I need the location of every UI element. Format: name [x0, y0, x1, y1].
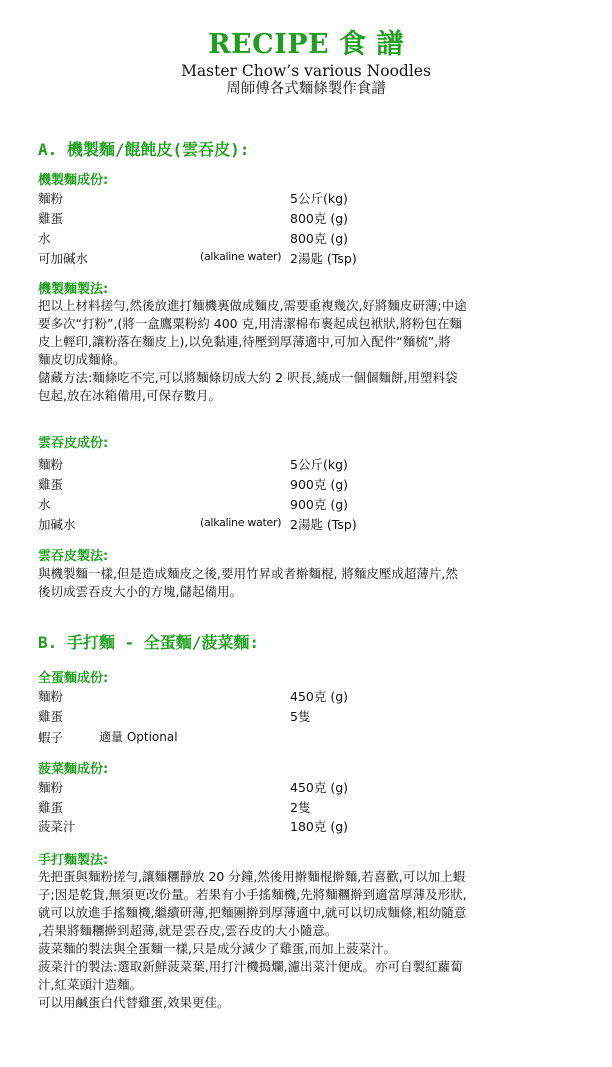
ingredient-name: 麵粉: [38, 780, 64, 795]
ingredient-quantity: 800克 (g): [290, 211, 349, 226]
method-line: 先把蛋與麵粉搓勻,讓麵糰靜放 20 分鐘,然後用擀麵棍擀麵,若喜歡,可以加上蝦: [38, 869, 466, 884]
ingredient-name: 加碱水: [38, 517, 76, 532]
egg-ingredients-heading: 全蛋麵成份:: [38, 671, 109, 686]
ingredient-row: [38, 475, 578, 495]
noodle-method-heading: 機製麵製法:: [38, 282, 109, 297]
ingredient-quantity: 180克 (g): [290, 819, 349, 834]
ingredient-row: [38, 707, 578, 727]
ingredient-name: 可加碱水: [38, 251, 89, 266]
method-line: 後切成雲吞皮大小的方塊,儲起備用。: [38, 584, 242, 599]
ingredient-quantity: 450克 (g): [290, 780, 349, 795]
page-header: [0, 28, 612, 98]
ingredient-row: [38, 778, 578, 798]
page-title: RECIPE 食 譜: [208, 29, 404, 60]
handmade-method-heading: 手打麵製法:: [38, 853, 109, 868]
ingredient-note: (alkaline water): [200, 250, 282, 263]
ingredient-quantity: 2湯匙 (Tsp): [290, 517, 357, 532]
page-subtitle-english: Master Chow’s various Noodles: [181, 62, 431, 80]
ingredient-name: 菠菜汁: [38, 819, 76, 834]
ingredient-name: 水: [38, 497, 51, 512]
ingredient-quantity: 適量 Optional: [99, 730, 178, 744]
method-line: 汁,紅菜頭汁造麵。: [38, 977, 142, 992]
ingredient-row: [38, 515, 578, 535]
ingredient-name: 水: [38, 231, 51, 246]
section-a-title: A. 機製麵/餛飩皮(雲吞皮):: [38, 140, 250, 159]
method-line: 把以上材料搓勻,然後放進打麵機裏做成麵皮,需要重複幾次,好將麵皮研薄;中途: [38, 298, 467, 313]
noodle-ingredients-heading: 機製麵成份:: [38, 173, 109, 188]
method-line: 可以用鹹蛋白代替雞蛋,效果更佳。: [38, 995, 230, 1010]
ingredient-quantity: 900克 (g): [290, 497, 349, 512]
ingredient-name: 蝦子: [38, 730, 64, 745]
spinach-ingredients-heading: 菠菜麵成份:: [38, 762, 109, 777]
ingredient-row: [38, 817, 578, 837]
page-subtitle-chinese: 周師傅各式麵條製作食譜: [226, 81, 386, 97]
method-line: 要多次“打粉”,(將一盒鷹粟粉約 400 克,用清潔棉布裹起成包袱狀,將粉包在麵: [38, 316, 463, 331]
method-line: 子;因是乾貨,無須更改份量。若果有小手搖麵機,先將麵糰擀到適當厚薄及形狀,: [38, 887, 467, 902]
ingredient-row: [38, 495, 578, 515]
ingredient-name: 雞蛋: [38, 477, 64, 492]
section-b-title: B. 手打麵 - 全蛋麵/菠菜麵:: [38, 633, 260, 652]
wonton-method-text: [38, 565, 578, 601]
noodle-method-text: [38, 297, 578, 405]
ingredient-quantity: 800克 (g): [290, 231, 349, 246]
ingredient-name: 麵粉: [38, 457, 64, 472]
ingredient-row: [38, 798, 578, 818]
ingredient-row: [38, 249, 578, 269]
ingredient-name: 麵粉: [38, 191, 64, 206]
ingredient-row: [38, 189, 578, 209]
ingredient-row: [38, 728, 578, 748]
wonton-method-heading: 雲吞皮製法:: [38, 549, 109, 564]
ingredient-row: [38, 229, 578, 249]
handmade-method-text: [38, 868, 578, 1012]
method-line: 與機製麵一樣,但是造成麵皮之後,要用竹昇或者擀麵棍, 將麵皮壓成超薄片,然: [38, 566, 458, 581]
method-line: 包起,放在冰箱備用,可保存數月。: [38, 388, 221, 403]
ingredient-quantity: 5公斤(kg): [290, 191, 348, 206]
method-line: 菠菜汁的製法:選取新鮮菠菜葉,用打汁機搗爛,濾出菜汁便成。亦可自製紅蘿蔔: [38, 959, 463, 974]
ingredient-name: 雞蛋: [38, 800, 64, 815]
ingredient-note: (alkaline water): [200, 516, 282, 529]
method-line: 儲藏方法:麵條吃不完,可以將麵條切成大約 2 呎長,繞成一個個麵餅,用塑料袋: [38, 370, 458, 385]
method-line: 麵皮切成麵條。: [38, 352, 126, 367]
ingredient-quantity: 2隻: [290, 800, 311, 815]
ingredient-name: 雞蛋: [38, 211, 64, 226]
method-line: 皮上輕印,讓粉落在麵皮上),以免黏連,待壓到厚薄適中,可加入配件“麵梳”,將: [38, 334, 451, 349]
method-line: ,若果將麵糰擀到超薄,就是雲吞皮,雲吞皮的大小隨意。: [38, 923, 338, 938]
wonton-ingredients-heading: 雲吞皮成份:: [38, 436, 109, 451]
method-line: 就可以放進手搖麵機,繼續研薄,把麵團擀到厚薄適中,就可以切成麵條,粗幼隨意: [38, 905, 467, 920]
method-line: 菠菜麵的製法與全蛋麵一樣,只是成分減少了雞蛋,而加上菠菜汁。: [38, 941, 396, 956]
ingredient-quantity: 5公斤(kg): [290, 457, 348, 472]
ingredient-row: [38, 455, 578, 475]
ingredient-row: [38, 209, 578, 229]
ingredient-name: 麵粉: [38, 689, 64, 704]
ingredient-quantity: 2湯匙 (Tsp): [290, 251, 357, 266]
ingredient-quantity: 5隻: [290, 709, 311, 724]
ingredient-row: [38, 687, 578, 707]
ingredient-quantity: 450克 (g): [290, 689, 349, 704]
ingredient-name: 雞蛋: [38, 709, 64, 724]
ingredient-quantity: 900克 (g): [290, 477, 349, 492]
